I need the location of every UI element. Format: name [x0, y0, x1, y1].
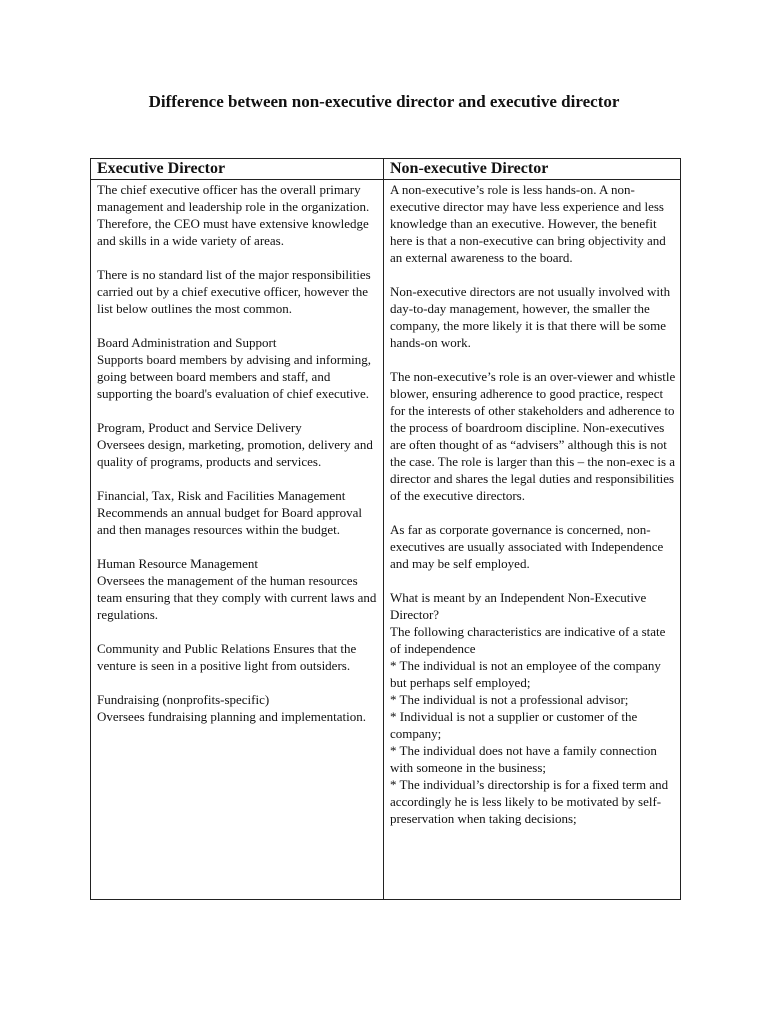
executive-text-line: Program, Product and Service Delivery: [97, 420, 302, 435]
executive-paragraph: [97, 640, 379, 674]
executive-text-line: Recommends an annual budget for Board approval and then manages resources within the budget.: [97, 505, 362, 537]
non-executive-text-line: The following characteristics are indicative of a state of independence: [390, 624, 666, 656]
executive-text-line: Community and Public Relations Ensures that the venture is seen in a positive light from outsiders.: [97, 641, 357, 673]
executive-text-line: Human Resource Management: [97, 556, 259, 571]
executive-text-line: The chief executive officer has the overall primary management and leadership role in the organization. Therefore, the CEO must have extensive knowledge and skills in a wide variety of areas.: [97, 182, 370, 248]
non-executive-text-line: A non-executive’s role is less hands-on. A non-executive director may have less experience and less knowledge than an executive. However, the benefit here is that a non-executive can bring objectivity and an external awareness to the board.: [390, 182, 666, 265]
header-executive-director: Executive Director: [91, 159, 384, 179]
executive-text-line: There is no standard list of the major responsibilities carried out by a chief executive officer, however the list below outlines the most common.: [97, 267, 371, 316]
table-header-row: [91, 159, 680, 180]
non-executive-text-line: Non-executive directors are not usually involved with day-to-day management, however, the smaller the company, the more likely it is that there will be some hands-on work.: [390, 284, 671, 350]
non-executive-paragraph: [390, 181, 676, 266]
non-executive-paragraph: [390, 368, 676, 504]
executive-text-line: Fundraising (nonprofits-specific): [97, 692, 270, 707]
executive-paragraph: [97, 334, 379, 402]
executive-paragraph: [97, 419, 379, 470]
non-executive-paragraph: [390, 521, 676, 572]
non-executive-text-line: * The individual is not an employee of the company but perhaps self employed;: [390, 658, 661, 690]
executive-paragraph: [97, 266, 379, 317]
executive-text-line: Board Administration and Support: [97, 335, 277, 350]
executive-text-line: Oversees design, marketing, promotion, delivery and quality of programs, products and services.: [97, 437, 373, 469]
executive-text-line: Financial, Tax, Risk and Facilities Management: [97, 488, 346, 503]
executive-text-line: Oversees fundraising planning and implementation.: [97, 709, 366, 724]
non-executive-text-line: * The individual’s directorship is for a fixed term and accordingly he is less likely to be motivated by self-preservation when taking decisions;: [390, 777, 669, 826]
page-title: Difference between non-executive director and executive director: [148, 92, 620, 111]
non-executive-text-line: As far as corporate governance is concerned, non-executives are usually associated with Independence and may be self employed.: [390, 522, 664, 571]
executive-paragraph: [97, 487, 379, 538]
non-executive-text-line: The non-executive’s role is an over-viewer and whistle blower, ensuring adherence to good practice, respect for the interests of other stakeholders and adherence to the process of boardroom discipline. Non-executives are often thought of as “advisers” although this is not the case. The role is larger than this – the non-exec is a director and shares the legal duties and responsibilities of the executive directors.: [390, 369, 676, 503]
non-executive-text-line: What is meant by an Independent Non-Executive Director?: [390, 590, 647, 622]
non-executive-text-line: * The individual does not have a family connection with someone in the business;: [390, 743, 657, 775]
executive-paragraph: [97, 181, 379, 249]
non-executive-paragraph: [390, 589, 676, 827]
executive-paragraph: [97, 555, 379, 623]
non-executive-text-line: * The individual is not a professional advisor;: [390, 692, 629, 707]
non-executive-text-line: * Individual is not a supplier or customer of the company;: [390, 709, 638, 741]
non-executive-paragraph: [390, 283, 676, 351]
executive-text-line: Supports board members by advising and informing, going between board members and staff, and supporting the board's evaluation of chief executive.: [97, 352, 372, 401]
non-executive-director-cell: [384, 180, 680, 899]
executive-paragraph: [97, 691, 379, 725]
comparison-table: [90, 158, 681, 900]
executive-text-line: Oversees the management of the human resources team ensuring that they comply with current laws and regulations.: [97, 573, 377, 622]
executive-director-cell: [91, 180, 384, 899]
table-body-row: [91, 180, 680, 899]
header-non-executive-director: Non-executive Director: [390, 160, 549, 177]
